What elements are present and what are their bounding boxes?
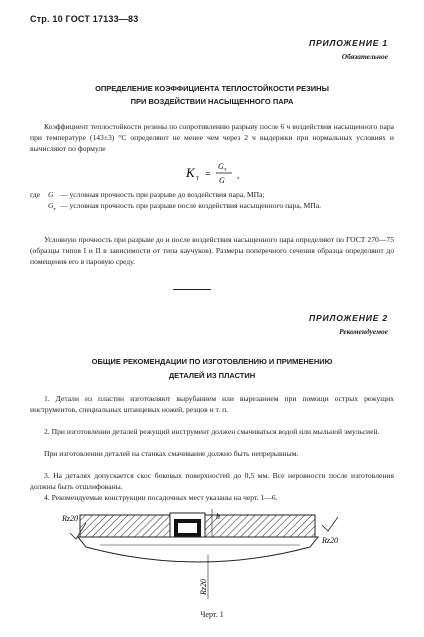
appendix2-item2 bbox=[30, 426, 394, 437]
appendix2-item4 bbox=[30, 492, 394, 503]
definitions bbox=[30, 189, 394, 216]
dimension-h-label: h bbox=[216, 512, 220, 521]
def1-symbol: G bbox=[48, 190, 54, 199]
appendix1-title-line1: ОПРЕДЕЛЕНИЕ КОЭФФИЦИЕНТА ТЕПЛОСТОЙКОСТИ РЕЗИНЫ bbox=[95, 84, 329, 93]
roughness-label-right: Rz20 bbox=[322, 536, 338, 545]
page-header: Стр. 10 ГОСТ 17133—83 bbox=[30, 14, 139, 24]
appendix2-item3 bbox=[30, 470, 394, 492]
appendix2-item3-text: 3. На деталях допускается скос боковых поверхностей до 0,5 мм. Все неровности после изготовления должны быть отшлифованы. bbox=[30, 471, 394, 491]
appendix2-item2b bbox=[30, 448, 394, 459]
roughness-mark-right bbox=[322, 517, 338, 531]
appendix1-title-line2: ПРИ ВОЗДЕЙСТВИИ НАСЫЩЕННОГО ПАРА bbox=[130, 97, 294, 106]
appendix1-status: Обязательное bbox=[341, 52, 388, 61]
appendix1-paragraph2-text: Условную прочность при разрыве до и после воздействия насыщенного пара определяют по ГОСТ 270—75 (образцы типов I и II в зависимости от типа каучуков). Размеры поперечного сечения образца определяют до помещения его в паровую среду. bbox=[30, 235, 394, 266]
appendix2-item4-text: 4. Рекомендуемые конструкции посадочных мест указаны на черт. 1—6. bbox=[44, 493, 278, 502]
appendix1-paragraph1-text: Коэффициент теплостойкости резины по сопротивлению разрыву после 6 ч воздействия насыщенного пара при температуре (143±3) °С определяют не менее чем через 2 ч выдержки при нормальных условиях и вычисляют по формуле bbox=[30, 122, 394, 153]
roughness-label-left: Rz20 bbox=[62, 514, 78, 523]
formula-numerator-sub: т bbox=[224, 167, 227, 173]
formula bbox=[186, 158, 306, 188]
appendix1-paragraph1 bbox=[30, 121, 394, 154]
formula-denominator: G bbox=[219, 176, 225, 185]
appendix2-item1-text: 1. Детали из пластин изготовляют вырубанием или вырезанием при помощи острых режущих инструментов, специальных штанцевых ножей, резцов и т. п. bbox=[30, 394, 394, 414]
appendix1-label: ПРИЛОЖЕНИЕ 1 bbox=[309, 38, 388, 48]
appendix2-label: ПРИЛОЖЕНИЕ 2 bbox=[309, 313, 388, 323]
upper-body-right bbox=[205, 515, 315, 537]
def2-symbol-main: G bbox=[48, 201, 54, 210]
def2-symbol-sub: т bbox=[53, 206, 56, 213]
figure-caption: Черт. 1 bbox=[200, 610, 224, 619]
formula-numerator: G bbox=[218, 162, 224, 171]
where-word: где bbox=[30, 190, 40, 199]
technical-drawing bbox=[60, 505, 360, 605]
lower-part bbox=[78, 537, 318, 562]
formula-lhs: K bbox=[186, 165, 195, 180]
appendix2-title-line2: ДЕТАЛЕЙ ИЗ ПЛАСТИН bbox=[168, 371, 256, 380]
roughness-label-bottom: Rz20 bbox=[199, 579, 208, 595]
appendix1-paragraph2 bbox=[30, 234, 394, 267]
formula-equals: = bbox=[205, 169, 211, 180]
appendix2-item1 bbox=[30, 393, 394, 415]
gasket-inner bbox=[178, 523, 197, 533]
formula-tail: , bbox=[237, 170, 240, 180]
def1-text: — условная прочность при разрыве до воздействия пара, МПа; bbox=[60, 190, 265, 199]
appendix2-item2b-text: При изготовлении деталей на станках смачивание должно быть непрерывным. bbox=[44, 449, 299, 458]
upper-body-left bbox=[80, 515, 170, 537]
section-divider bbox=[173, 289, 211, 290]
appendix2-title-line1: ОБЩИЕ РЕКОМЕНДАЦИИ ПО ИЗГОТОВЛЕНИЮ И ПРИМЕНЕНИЮ bbox=[91, 357, 333, 366]
formula-lhs-sub: т bbox=[196, 174, 200, 182]
formula-svg bbox=[186, 158, 306, 188]
def2-symbol bbox=[48, 200, 60, 216]
appendix2-status: Рекомендуемое bbox=[339, 327, 388, 336]
appendix2-item2-text: 2. При изготовлении деталей режущий инструмент должен смачиваться водой или мыльной эмульсией. bbox=[44, 427, 380, 436]
def2-text: — условная прочность при разрыве после воздействия насыщенного пара, МПа. bbox=[60, 201, 322, 210]
